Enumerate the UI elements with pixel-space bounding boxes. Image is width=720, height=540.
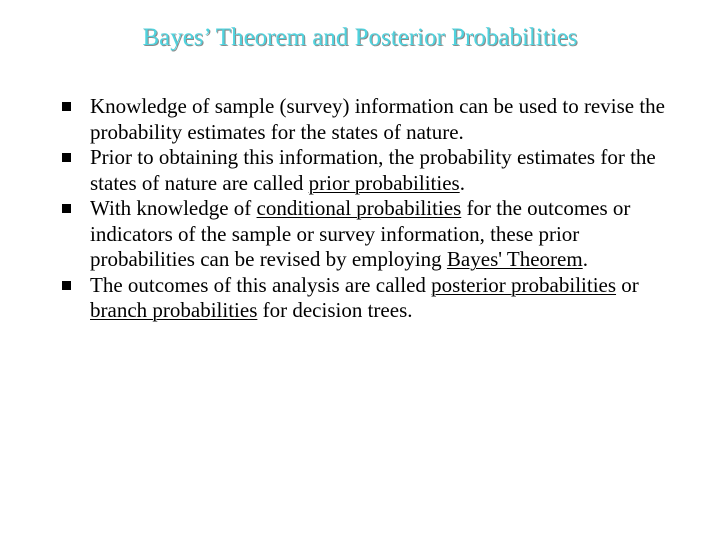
bullet-text: Prior to obtaining this information, the probability estimates for the states of nature are called bbox=[90, 145, 656, 195]
term-prior-probabilities: prior probabilities bbox=[308, 170, 460, 195]
bullet-text: The outcomes of this analysis are called bbox=[90, 272, 432, 297]
bullet-text: . bbox=[459, 170, 465, 195]
bullet-text: for decision trees. bbox=[257, 298, 413, 322]
bullet-text: With knowledge of bbox=[90, 196, 257, 220]
bullet-list bbox=[58, 94, 678, 324]
square-bullet-icon bbox=[62, 153, 71, 162]
term-posterior-probabilities: posterior probabilities bbox=[431, 272, 617, 297]
term-branch-probabilities: branch probabilities bbox=[90, 298, 258, 322]
bullet-text: . bbox=[582, 247, 588, 271]
square-bullet-icon bbox=[62, 281, 71, 290]
bullet-item bbox=[58, 273, 678, 324]
bullet-item bbox=[58, 94, 678, 145]
bullet-text: or bbox=[616, 272, 639, 297]
square-bullet-icon bbox=[62, 102, 71, 111]
slide-title: Bayes’ Theorem and Posterior Probabilities bbox=[142, 24, 578, 51]
term-bayes-theorem: Bayes' Theorem bbox=[446, 247, 583, 271]
bullet-item bbox=[58, 145, 678, 196]
term-conditional-probabilities: conditional probabilities bbox=[256, 196, 462, 220]
bullet-text: Knowledge of sample (survey) information can be used to revise the probability estimates for the states of nature. bbox=[90, 94, 665, 144]
square-bullet-icon bbox=[62, 204, 71, 213]
bullet-item bbox=[58, 196, 678, 273]
bullet-text: for the outcomes or indicators of the sample or survey information, these prior probabilities can be revised by employing bbox=[90, 196, 631, 271]
